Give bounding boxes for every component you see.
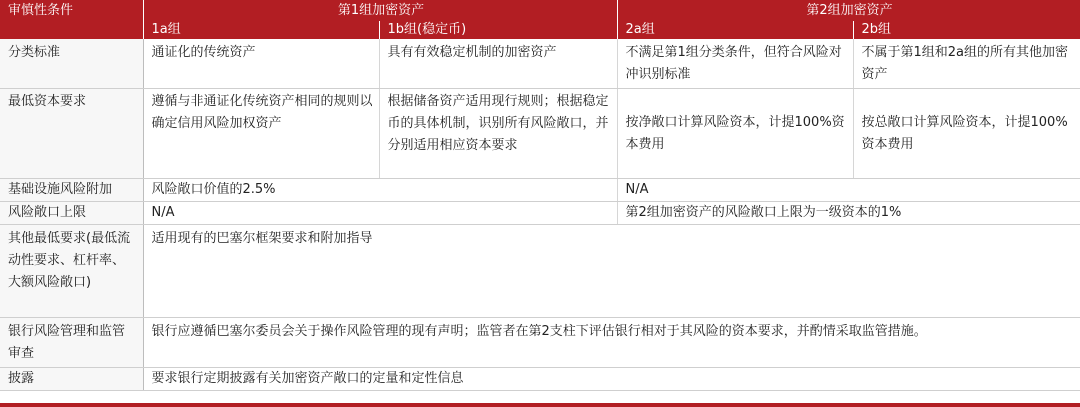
header-row-groups [0, 0, 1080, 21]
row-label-exposure-limit: 风险敞口上限 [0, 202, 143, 225]
header-condition: 审慎性条件 [0, 0, 143, 39]
header-row-subgroups [0, 21, 1080, 39]
table-row [0, 202, 1080, 225]
cell-1b-classification: 具有有效稳定机制的加密资产 [379, 39, 617, 89]
cell-group1-exposure-limit: N/A [143, 202, 617, 225]
cell-group1-infra-risk: 风险敞口价值的2.5% [143, 179, 617, 202]
cell-group2-infra-risk: N/A [617, 179, 1080, 202]
header-group1: 第1组加密资产 [143, 0, 617, 21]
header-sub-1b: 1b组(稳定币) [379, 21, 617, 39]
header-sub-1a: 1a组 [143, 21, 379, 39]
bottom-accent-bar [0, 403, 1080, 407]
header-sub-2a: 2a组 [617, 21, 853, 39]
cell-2a-classification: 不满足第1组分类条件，但符合风险对冲识别标准 [617, 39, 853, 89]
table-row [0, 225, 1080, 318]
row-label-classification: 分类标准 [0, 39, 143, 89]
row-label-disclosure: 披露 [0, 368, 143, 391]
row-label-min-capital: 最低资本要求 [0, 89, 143, 179]
cell-1a-classification: 通证化的传统资产 [143, 39, 379, 89]
cell-all-risk-management: 银行应遵循巴塞尔委员会关于操作风险管理的现有声明；监管者在第2支柱下评估银行相对于其风险的资本要求，并酌情采取监管措施。 [143, 318, 1080, 368]
row-label-risk-management: 银行风险管理和监管审查 [0, 318, 143, 368]
table-row [0, 39, 1080, 89]
cell-2a-min-capital: 按净敞口计算风险资本，计提100%资本费用 [617, 89, 853, 179]
header-sub-2b: 2b组 [853, 21, 1080, 39]
cell-all-disclosure: 要求银行定期披露有关加密资产敞口的定量和定性信息 [143, 368, 1080, 391]
cell-1a-min-capital: 遵循与非通证化传统资产相同的规则以确定信用风险加权资产 [143, 89, 379, 179]
cell-all-other-min: 适用现有的巴塞尔框架要求和附加指导 [143, 225, 1080, 318]
row-label-other-min: 其他最低要求(最低流动性要求、杠杆率、大额风险敞口) [0, 225, 143, 318]
header-group2: 第2组加密资产 [617, 0, 1080, 21]
row-label-infra-risk: 基础设施风险附加 [0, 179, 143, 202]
table-row [0, 368, 1080, 391]
cell-2b-classification: 不属于第1组和2a组的所有其他加密资产 [853, 39, 1080, 89]
cell-group2-exposure-limit: 第2组加密资产的风险敞口上限为一级资本的1% [617, 202, 1080, 225]
cell-1b-min-capital: 根据储备资产适用现行规则；根据稳定币的具体机制，识别所有风险敞口，并分别适用相应资本要求 [379, 89, 617, 179]
cell-2b-min-capital: 按总敞口计算风险资本，计提100%资本费用 [853, 89, 1080, 179]
table-row [0, 179, 1080, 202]
table-row [0, 89, 1080, 179]
table-row [0, 318, 1080, 368]
